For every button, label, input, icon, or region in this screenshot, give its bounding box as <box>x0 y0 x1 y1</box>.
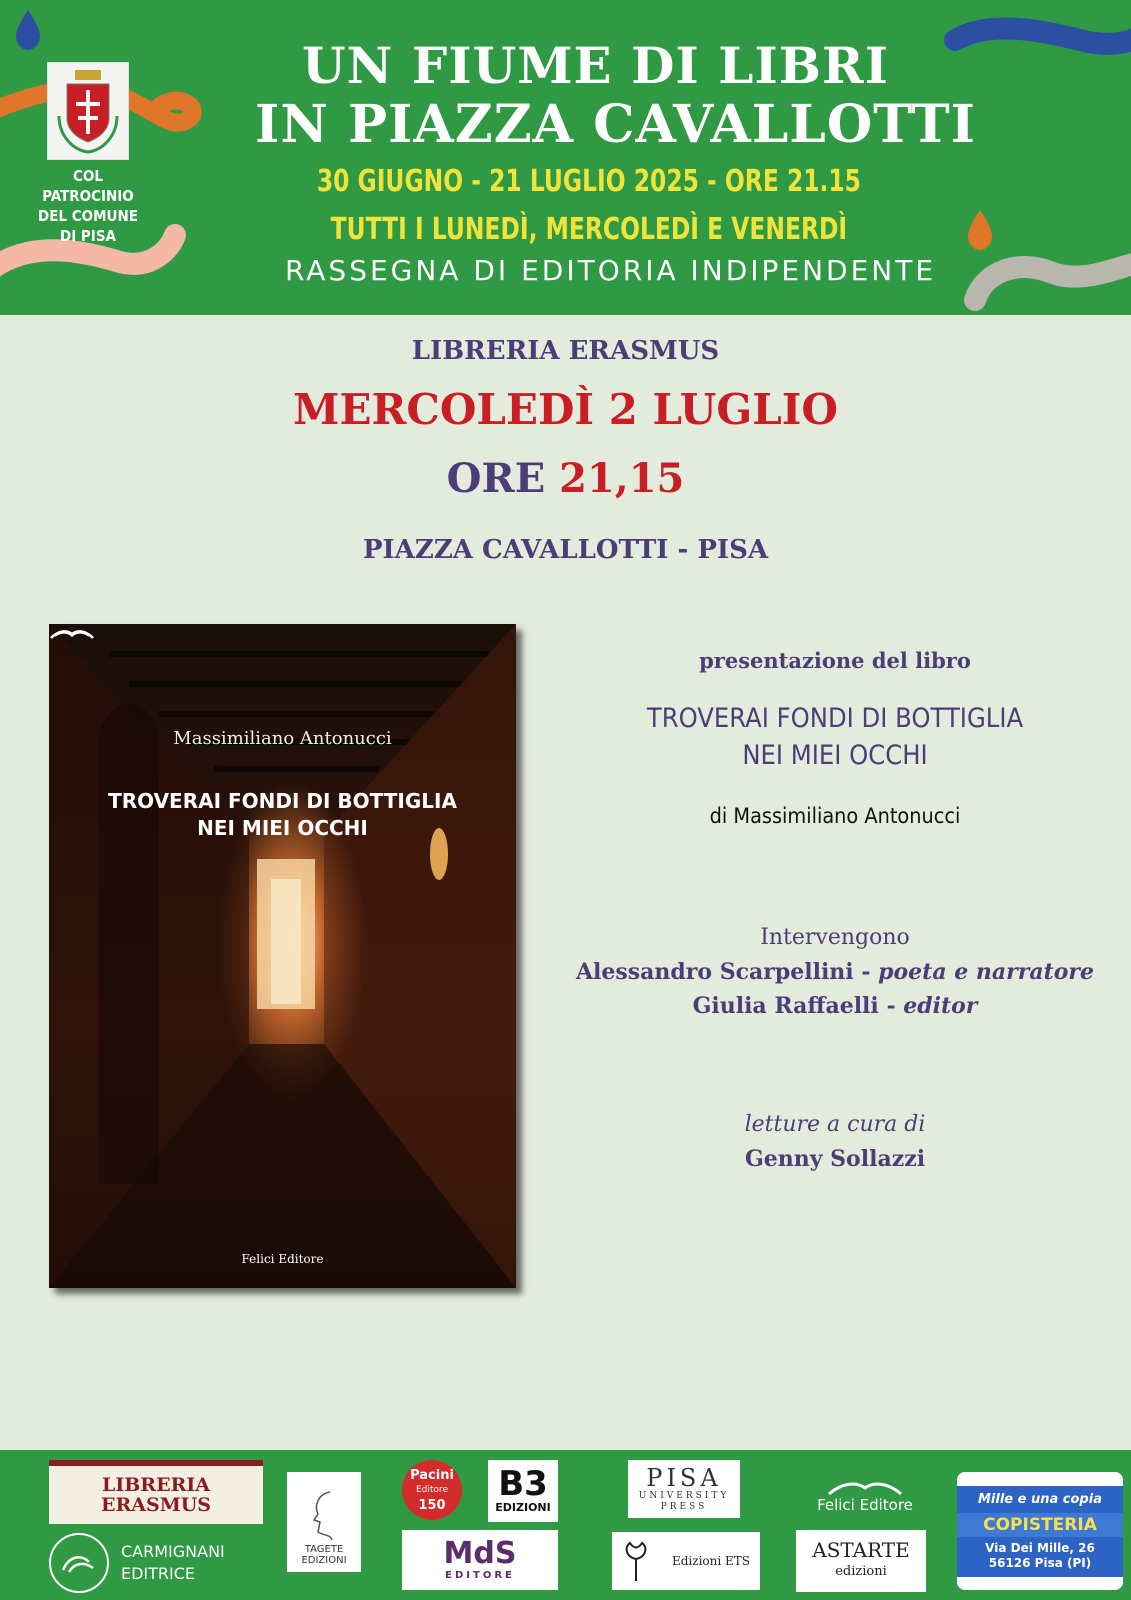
event-place: PIAZZA CAVALLOTTI - PISA <box>362 535 769 565</box>
pup-main: PISA <box>646 1464 722 1492</box>
event-time-label: ORE <box>446 455 546 502</box>
pup-sub-1: UNIVERSITY <box>638 1491 730 1501</box>
mille-copisteria: COPISTERIA <box>957 1513 1123 1537</box>
tree-icon <box>618 1539 654 1583</box>
patronage-line-3: DEL COMUNE <box>38 207 138 225</box>
b3-edizioni-logo <box>488 1460 558 1522</box>
event-time <box>0 455 1131 502</box>
pacini-line-3: 150 <box>418 1497 446 1513</box>
cover-title <box>49 788 516 842</box>
ets-name: Edizioni ETS <box>671 1554 750 1568</box>
erasmus-line-1: LIBRERIA <box>102 1474 210 1496</box>
banner-subtitle: RASSEGNA DI EDITORIA INDIPENDENTE <box>284 254 937 287</box>
patronage-line-2: PATROCINIO <box>42 187 134 205</box>
mille-address <box>957 1537 1123 1577</box>
b3-main: B3 <box>498 1464 548 1504</box>
book-title <box>574 700 1096 774</box>
pacini-logo <box>402 1460 462 1520</box>
mille-address-line-2: 56126 Pisa (PI) <box>988 1555 1092 1570</box>
pacini-line-1: Pacini <box>410 1467 454 1483</box>
speakers-intro: Intervengono <box>760 925 910 950</box>
mds-sub: EDITORE <box>445 1570 515 1581</box>
patronage-line-4: DI PISA <box>60 227 116 245</box>
book-title-line-2: NEI MIEI OCCHI <box>742 740 928 771</box>
mds-main: MdS <box>443 1536 517 1571</box>
speaker-role: editor <box>903 993 978 1019</box>
patronage-text <box>38 166 138 246</box>
felici-name: Felici Editore <box>817 1496 913 1514</box>
profile-sketch-icon <box>304 1488 344 1544</box>
carmignani-logo <box>49 1532 263 1594</box>
banner-title-line-1: UN FIUME DI LIBRI <box>302 36 889 95</box>
patronage-line-1: COL <box>73 167 103 185</box>
cover-title-line-2: NEI MIEI OCCHI <box>197 816 368 840</box>
open-book-logo-icon <box>49 624 95 640</box>
open-book-logo-icon <box>825 1476 905 1496</box>
pup-sub-2: PRESS <box>660 1502 708 1512</box>
speaker-line <box>545 959 1125 985</box>
astarte-main: ASTARTE <box>812 1538 910 1562</box>
wave-circle-icon <box>49 1533 109 1593</box>
astarte-edizioni-logo <box>796 1530 926 1592</box>
book-title-line-1: TROVERAI FONDI DI BOTTIGLIA <box>646 703 1024 734</box>
book-author: di Massimiliano Antonucci <box>709 804 961 828</box>
banner-dates: 30 GIUGNO - 21 LUGLIO 2025 - ORE 21.15 <box>316 164 861 199</box>
banner-days: TUTTI I LUNEDÌ, MERCOLEDÌ E VENERDÌ <box>330 212 848 247</box>
tagete-logo <box>287 1472 361 1572</box>
speaker-separator: - <box>853 959 879 985</box>
sponsors-footer <box>0 1450 1131 1600</box>
carmignani-line-2: EDITRICE <box>121 1564 196 1583</box>
tagete-name: TAGETE EDIZIONI <box>301 1544 347 1566</box>
mds-editore-logo <box>402 1530 558 1590</box>
speaker-name: Alessandro Scarpellini <box>575 959 854 985</box>
pacini-line-2: Editore <box>416 1484 448 1495</box>
speaker-name: Giulia Raffaelli <box>692 993 879 1019</box>
b3-sub: EDIZIONI <box>495 1501 551 1514</box>
felici-editore-logo <box>804 1464 926 1514</box>
astarte-sub: edizioni <box>835 1564 887 1579</box>
speaker-separator: - <box>878 993 904 1019</box>
cover-title-line-1: TROVERAI FONDI DI BOTTIGLIA <box>108 789 457 813</box>
speaker-role: poeta e narratore <box>878 959 1095 985</box>
book-cover-image <box>49 624 516 1288</box>
erasmus-line-2: ERASMUS <box>100 1494 212 1516</box>
reader-name: Genny Sollazzi <box>744 1146 926 1172</box>
mille-head: Mille e una copia <box>957 1486 1123 1513</box>
pisa-university-press-logo <box>628 1460 740 1518</box>
readings-intro: letture a cura di <box>744 1112 926 1137</box>
mille-e-una-copia-logo <box>957 1472 1123 1590</box>
event-venue: LIBRERIA ERASMUS <box>411 336 720 366</box>
libreria-erasmus-logo <box>49 1460 263 1524</box>
cover-publisher: Felici Editore <box>241 1252 324 1266</box>
header-banner <box>0 0 1131 315</box>
carmignani-line-1: CARMIGNANI <box>121 1542 225 1561</box>
cover-author: Massimiliano Antonucci <box>173 728 392 749</box>
presentation-label: presentazione del libro <box>699 648 971 673</box>
edizioni-ets-logo <box>612 1532 760 1590</box>
mille-address-line-1: Via Dei Mille, 26 <box>985 1540 1095 1555</box>
event-date: MERCOLEDÌ 2 LUGLIO <box>293 385 838 434</box>
speaker-line <box>545 993 1125 1019</box>
banner-title-line-2: IN PIAZZA CAVALLOTTI <box>255 94 976 155</box>
event-time-value: 21,15 <box>559 455 685 502</box>
